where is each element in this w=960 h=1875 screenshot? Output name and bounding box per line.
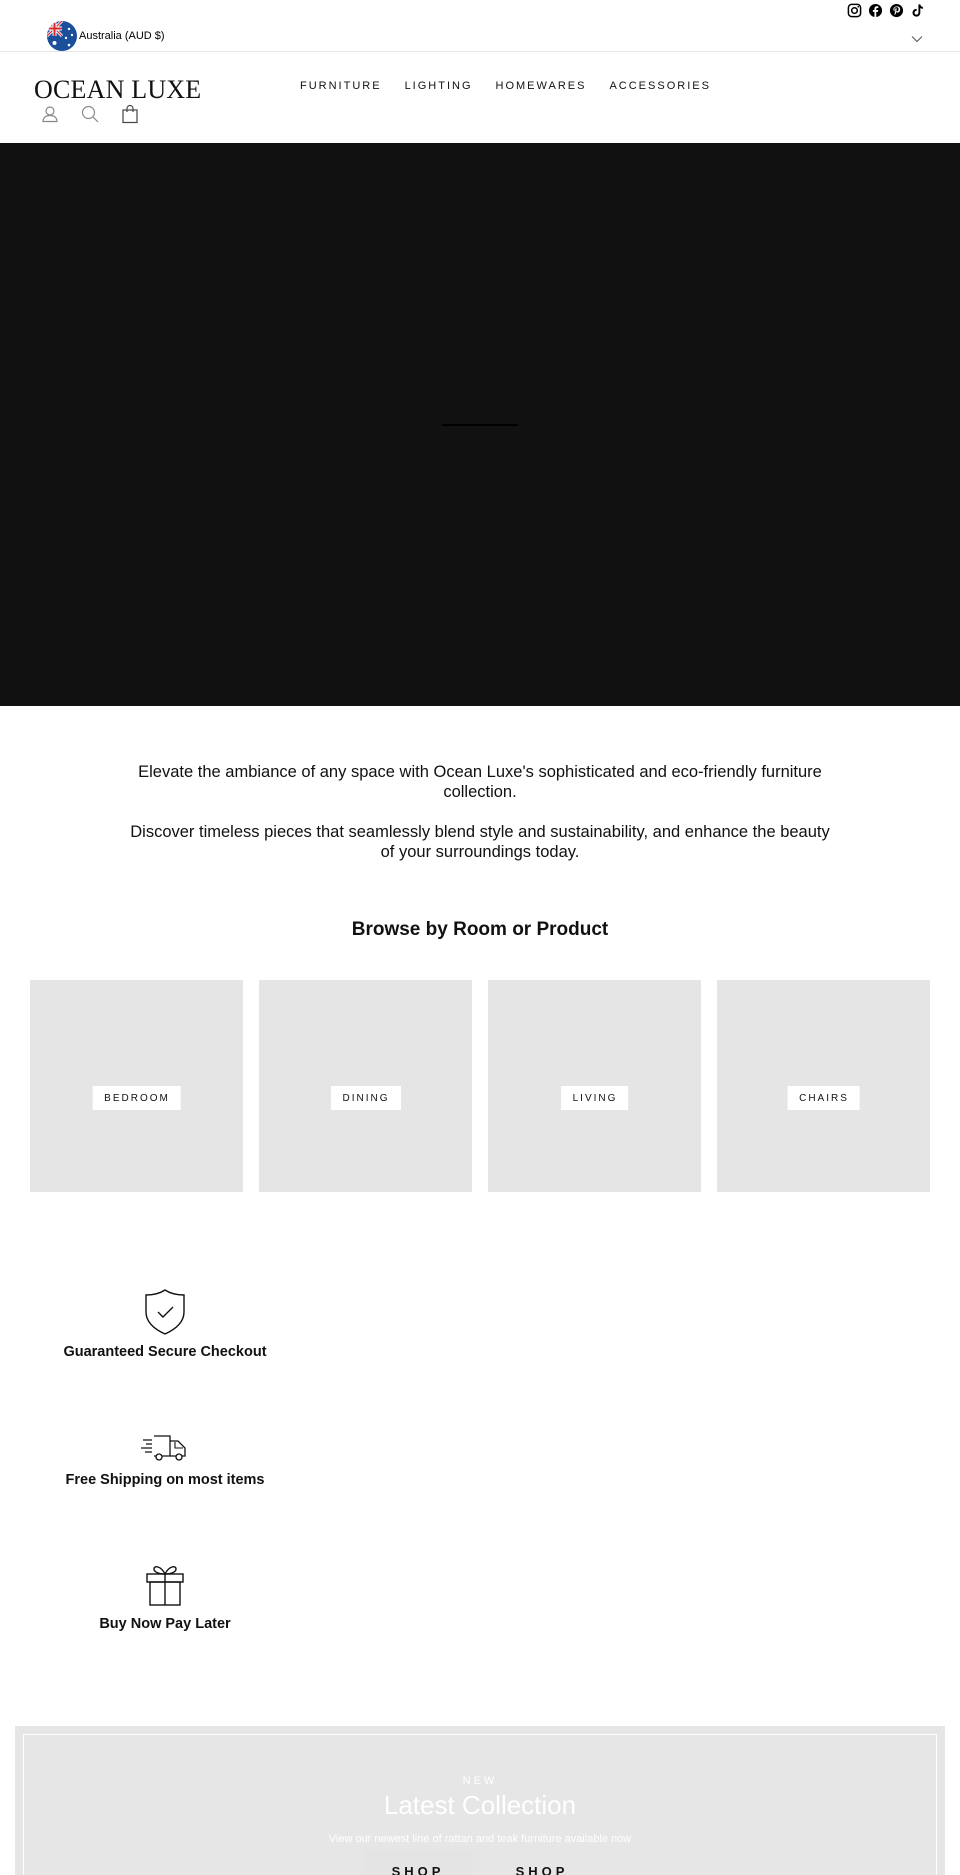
currency-label[interactable]: Australia (AUD $) — [79, 30, 165, 42]
shop-button[interactable]: SHOP — [363, 1850, 473, 1875]
hero-loading-bar — [442, 424, 518, 426]
pinterest-icon[interactable] — [889, 3, 904, 18]
gift-icon — [40, 1562, 290, 1608]
nav-item-accessories[interactable]: ACCESSORIES — [609, 80, 711, 92]
top-utility-bar — [0, 0, 960, 52]
chevron-down-icon[interactable] — [911, 35, 923, 43]
category-tile-bedroom[interactable] — [30, 980, 243, 1192]
collection-frame — [23, 1734, 937, 1875]
header-actions — [40, 104, 140, 124]
collection-title: Latest Collection — [383, 1790, 577, 1820]
instagram-icon[interactable] — [847, 3, 862, 18]
facebook-icon[interactable] — [868, 3, 883, 18]
intro-paragraph-1: Elevate the ambiance of any space with Ocean Luxe's sophisticated and eco-friendly furniture collection. — [138, 763, 822, 801]
cart-icon[interactable] — [120, 104, 140, 124]
delivery-truck-icon — [40, 1430, 290, 1464]
intro-text — [130, 762, 830, 882]
main-nav — [300, 80, 734, 92]
category-label[interactable]: CHAIRS — [787, 1086, 860, 1110]
australia-flag-icon — [47, 21, 77, 51]
category-tile-living[interactable] — [488, 980, 701, 1192]
collection-subtitle: View our newest line of rattan and teak furniture available now — [328, 1833, 632, 1845]
site-logo[interactable]: OCEAN LUXE — [34, 75, 202, 104]
category-tiles — [30, 980, 930, 1192]
feature-title: Buy Now Pay Later — [99, 1616, 231, 1632]
nav-item-lighting[interactable]: LIGHTING — [404, 80, 473, 92]
category-tile-chairs[interactable] — [717, 980, 930, 1192]
shop-button[interactable]: SHOP — [515, 1864, 569, 1875]
hero-banner — [0, 143, 960, 706]
user-icon[interactable] — [40, 104, 60, 124]
feature-secure-checkout — [40, 1288, 290, 1360]
feature-title: Guaranteed Secure Checkout — [63, 1344, 267, 1360]
category-label[interactable]: DINING — [331, 1086, 401, 1110]
site-header — [0, 53, 960, 143]
social-links — [847, 3, 925, 18]
nav-item-furniture[interactable]: FURNITURE — [300, 80, 382, 92]
browse-heading: Browse by Room or Product — [351, 919, 609, 940]
feature-buy-now-pay-later — [40, 1562, 290, 1632]
collection-buttons — [24, 1850, 936, 1875]
nav-item-homewares[interactable]: HOMEWARES — [495, 80, 587, 92]
category-label[interactable]: LIVING — [561, 1086, 629, 1110]
search-icon[interactable] — [80, 104, 100, 124]
collection-kicker: NEW — [462, 1775, 498, 1787]
latest-collection-banner — [15, 1726, 945, 1875]
shield-check-icon — [40, 1288, 290, 1336]
intro-paragraph-2: Discover timeless pieces that seamlessly blend style and sustainability, and enhance the beauty of your surroundings today. — [130, 823, 830, 861]
tiktok-icon[interactable] — [910, 3, 925, 18]
category-tile-dining[interactable] — [259, 980, 472, 1192]
currency-selector[interactable] — [47, 21, 165, 51]
feature-free-shipping — [40, 1430, 290, 1488]
feature-title: Free Shipping on most items — [65, 1472, 265, 1488]
category-label[interactable]: BEDROOM — [92, 1086, 181, 1110]
